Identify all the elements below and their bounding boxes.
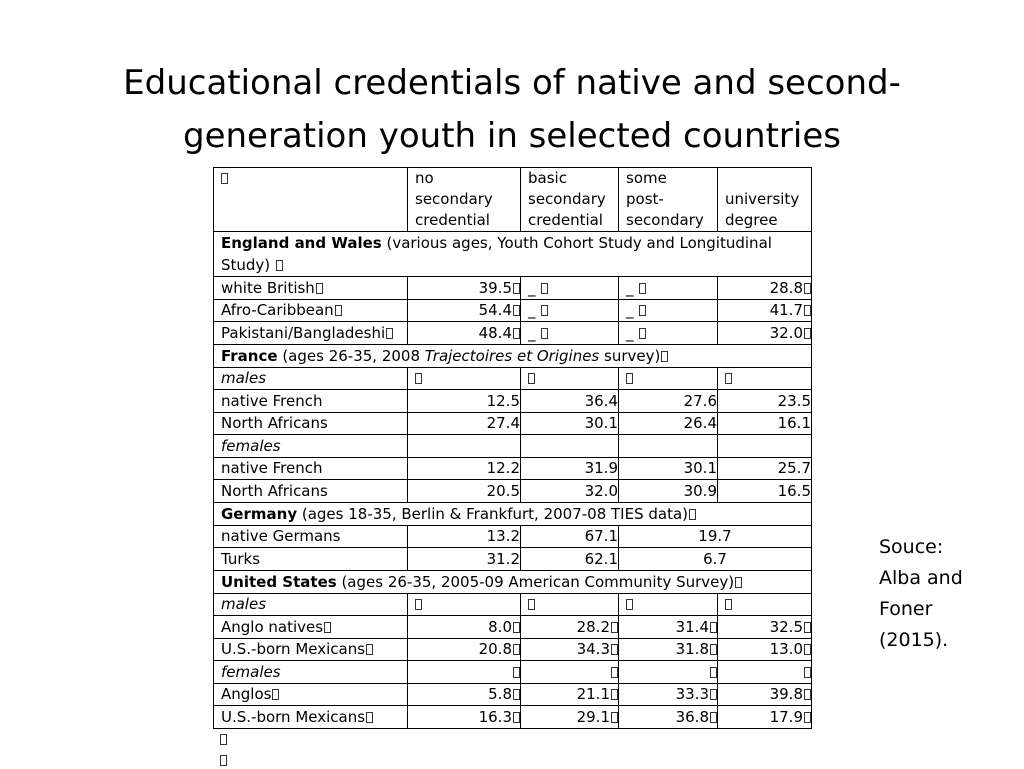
placeholder-glyph-icon xyxy=(513,622,520,633)
section-row-france xyxy=(214,344,812,367)
placeholder-glyph-icon xyxy=(528,373,535,384)
title-line-2: generation youth in selected countries xyxy=(183,115,841,156)
table-row: Anglos 5.8 21.1 33.3 39.8 xyxy=(214,683,812,706)
placeholder-glyph-icon xyxy=(541,305,548,316)
credentials-table xyxy=(213,167,812,729)
placeholder-glyph-icon xyxy=(611,667,618,678)
placeholder-glyph-icon xyxy=(611,622,618,633)
placeholder-glyph-icon xyxy=(611,644,618,655)
title-line-1: Educational credentials of native and second- xyxy=(123,62,901,103)
placeholder-glyph-icon xyxy=(710,689,717,700)
placeholder-glyph-icon xyxy=(528,599,535,610)
placeholder-glyph-icon xyxy=(804,667,811,678)
placeholder-glyph-icon xyxy=(804,644,811,655)
subgroup-row-males: males xyxy=(214,593,812,616)
placeholder-glyph-icon xyxy=(220,734,227,745)
table-row: native Germans 13.2 67.1 19.7 xyxy=(214,525,812,548)
placeholder-glyph-icon xyxy=(710,712,717,723)
section-row-usa xyxy=(214,570,812,593)
header-some-post-secondary: some post- secondary xyxy=(619,168,718,232)
table-row: native French 12.5 36.4 27.6 23.5 xyxy=(214,390,812,413)
placeholder-glyph-icon xyxy=(804,283,811,294)
header-corner-cell xyxy=(214,168,408,232)
empty-line-marker xyxy=(220,730,227,748)
slide-title xyxy=(40,57,984,163)
table-row: Anglo natives 8.0 28.2 31.4 32.5 xyxy=(214,616,812,639)
placeholder-glyph-icon xyxy=(513,283,520,294)
section-germany-label: Germany (ages 18-35, Berlin & Frankfurt, 2007-08 TIES data) xyxy=(214,502,812,525)
table-row: U.S.-born Mexicans 20.8 34.3 31.8 13.0 xyxy=(214,638,812,661)
placeholder-glyph-icon xyxy=(541,283,548,294)
placeholder-glyph-icon xyxy=(804,305,811,316)
placeholder-glyph-icon xyxy=(725,599,732,610)
table-row: Pakistani/Bangladeshi 48.4 _ _ 32.0 xyxy=(214,322,812,345)
placeholder-glyph-icon xyxy=(710,622,717,633)
placeholder-glyph-icon xyxy=(513,305,520,316)
placeholder-glyph-icon xyxy=(220,755,227,766)
subgroup-row-females: females xyxy=(214,435,812,458)
source-note: Souce: Alba and Foner (2015). xyxy=(879,536,963,651)
placeholder-glyph-icon xyxy=(639,305,646,316)
table-row: Turks 31.2 62.1 6.7 xyxy=(214,548,812,571)
placeholder-glyph-icon xyxy=(415,599,422,610)
empty-line-marker xyxy=(220,751,227,769)
placeholder-glyph-icon xyxy=(710,644,717,655)
placeholder-glyph-icon xyxy=(735,577,742,588)
table-header-row xyxy=(214,168,812,232)
placeholder-glyph-icon xyxy=(639,328,646,339)
placeholder-glyph-icon xyxy=(513,667,520,678)
placeholder-glyph-icon xyxy=(335,305,342,316)
placeholder-glyph-icon xyxy=(639,283,646,294)
subgroup-row-males: males xyxy=(214,367,812,390)
table-row: North Africans 27.4 30.1 26.4 16.1 xyxy=(214,412,812,435)
table-row: North Africans 20.5 32.0 30.9 16.5 xyxy=(214,480,812,503)
placeholder-glyph-icon xyxy=(513,712,520,723)
table-row: white British 39.5 _ _ 28.8 xyxy=(214,277,812,300)
placeholder-glyph-icon xyxy=(513,644,520,655)
placeholder-glyph-icon xyxy=(276,260,283,271)
placeholder-glyph-icon xyxy=(626,373,633,384)
header-no-secondary: no secondary credential xyxy=(408,168,521,232)
placeholder-glyph-icon xyxy=(541,328,548,339)
placeholder-glyph-icon xyxy=(316,283,323,294)
placeholder-glyph-icon xyxy=(804,622,811,633)
placeholder-glyph-icon xyxy=(710,667,717,678)
placeholder-glyph-icon xyxy=(611,689,618,700)
placeholder-glyph-icon xyxy=(221,173,228,184)
section-england-label: England and Wales (various ages, Youth Cohort Study and Longitudinal Study) xyxy=(214,232,812,277)
placeholder-glyph-icon xyxy=(804,712,811,723)
placeholder-glyph-icon xyxy=(661,351,668,362)
section-france-label: France (ages 26-35, 2008 Trajectoires et Origines survey) xyxy=(214,344,812,367)
subgroup-row-females: females xyxy=(214,661,812,684)
placeholder-glyph-icon xyxy=(611,712,618,723)
placeholder-glyph-icon xyxy=(804,328,811,339)
section-usa-label: United States (ages 26-35, 2005-09 American Community Survey) xyxy=(214,570,812,593)
placeholder-glyph-icon xyxy=(513,328,520,339)
placeholder-glyph-icon xyxy=(415,373,422,384)
placeholder-glyph-icon xyxy=(386,328,393,339)
section-row-germany xyxy=(214,502,812,525)
placeholder-glyph-icon xyxy=(272,689,279,700)
placeholder-glyph-icon xyxy=(513,689,520,700)
placeholder-glyph-icon xyxy=(689,509,696,520)
placeholder-glyph-icon xyxy=(366,712,373,723)
placeholder-glyph-icon xyxy=(804,689,811,700)
header-basic-secondary: basic secondary credential xyxy=(521,168,619,232)
table-row: U.S.-born Mexicans 16.3 29.1 36.8 17.9 xyxy=(214,706,812,729)
header-university-degree: university degree xyxy=(718,168,812,232)
placeholder-glyph-icon xyxy=(366,644,373,655)
table-row: Afro-Caribbean 54.4 _ _ 41.7 xyxy=(214,299,812,322)
placeholder-glyph-icon xyxy=(725,373,732,384)
section-row-england xyxy=(214,232,812,277)
table-row: native French 12.2 31.9 30.1 25.7 xyxy=(214,457,812,480)
placeholder-glyph-icon xyxy=(626,599,633,610)
placeholder-glyph-icon xyxy=(324,622,331,633)
